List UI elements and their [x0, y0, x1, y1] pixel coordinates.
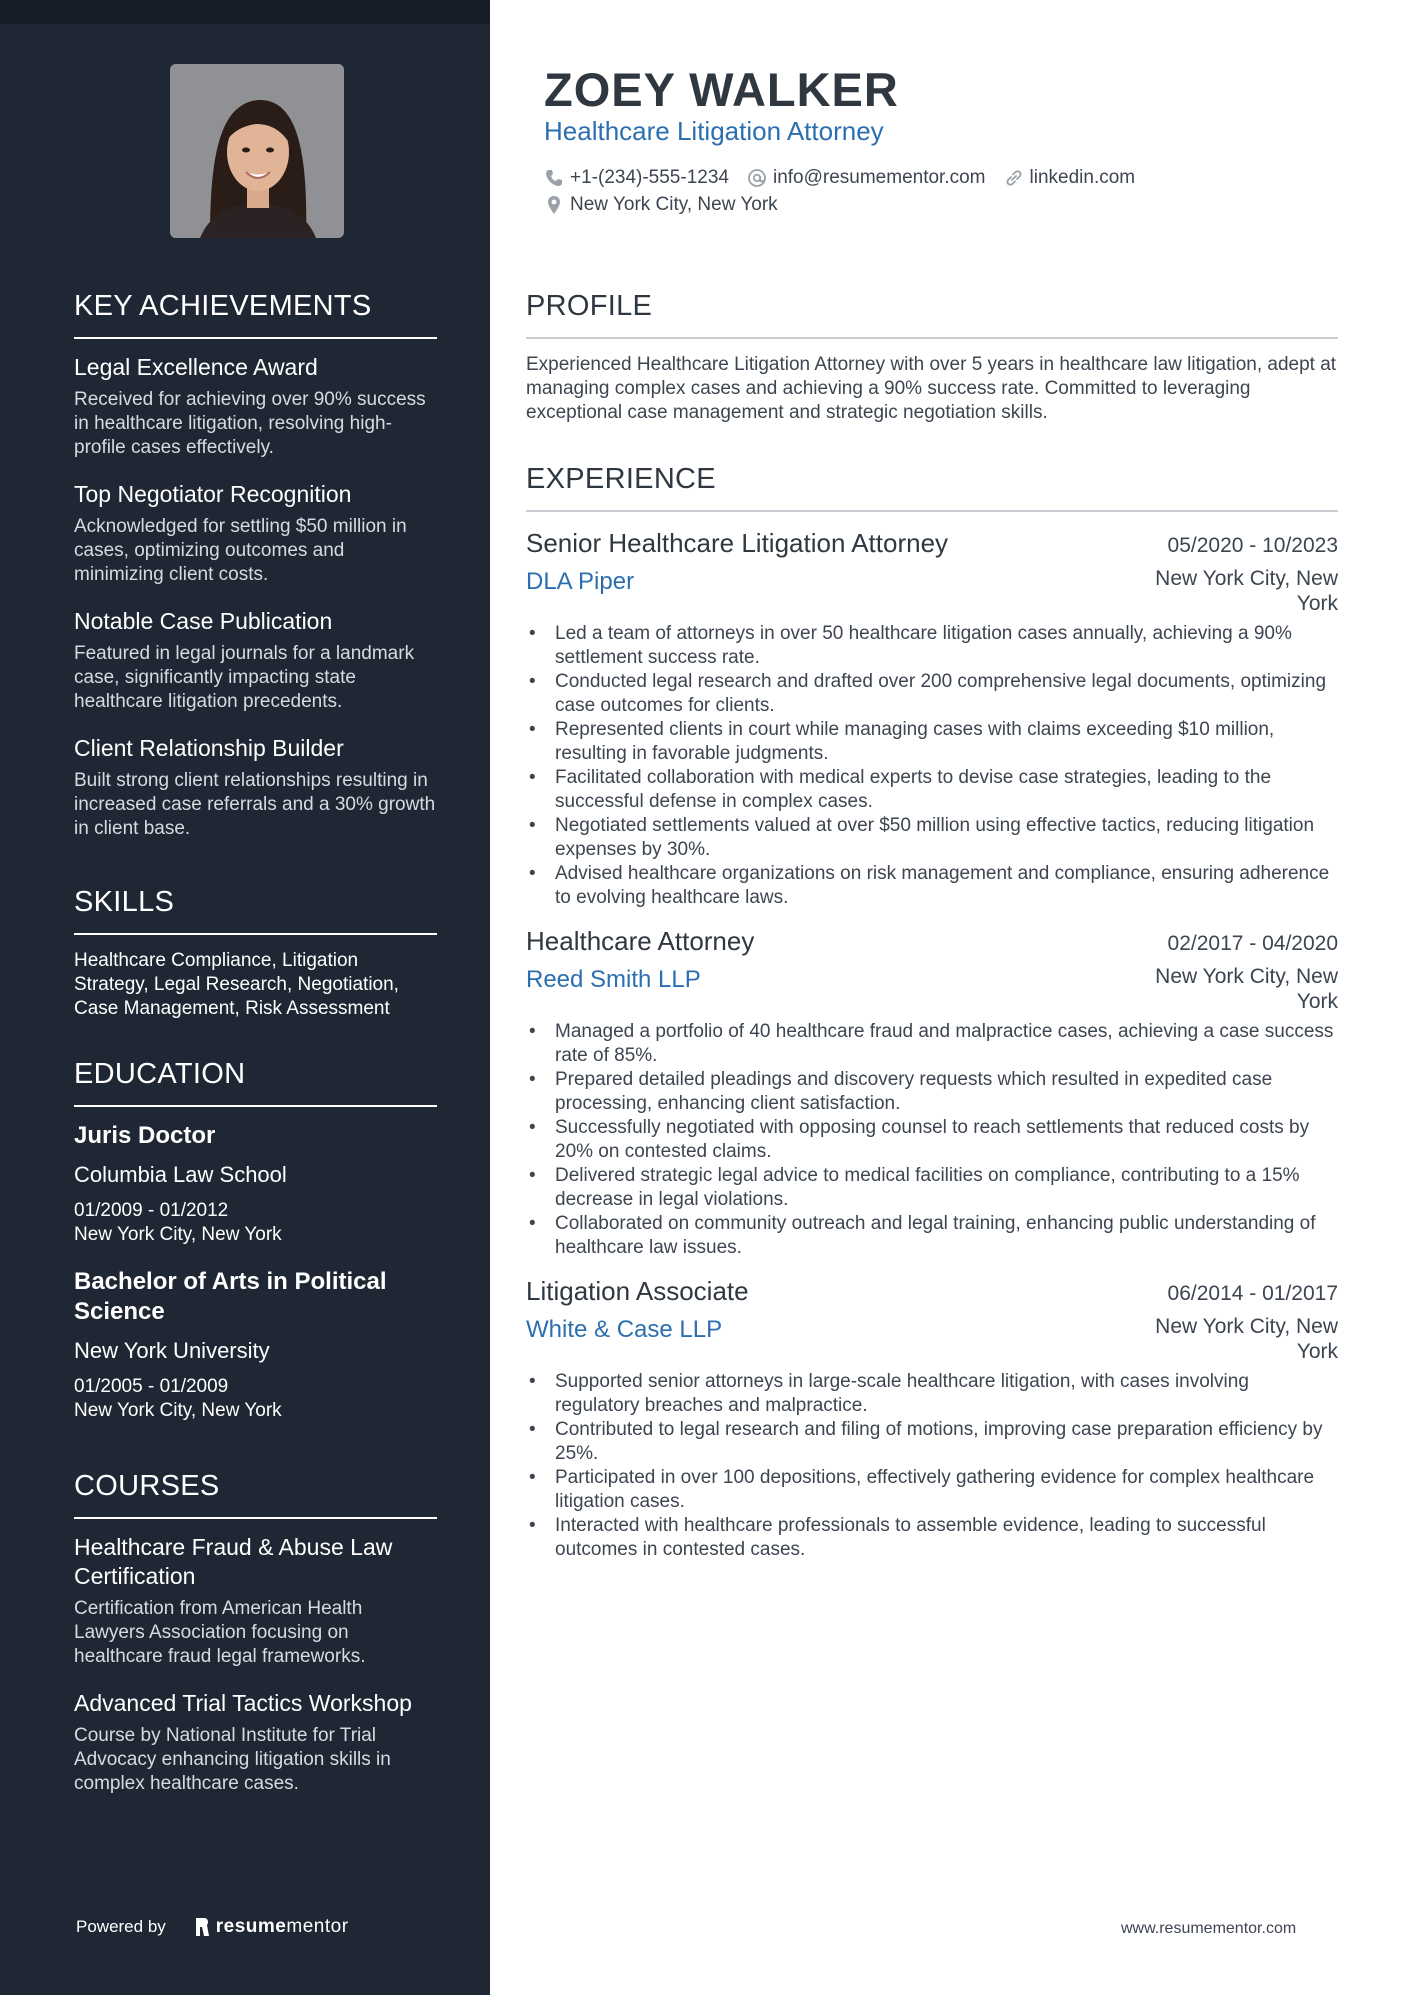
achievement-title: Legal Excellence Award	[74, 354, 318, 380]
resumementor-logo[interactable]	[194, 1916, 349, 1938]
job-bullet: • Participated in over 100 depositions, effectively gathering evidence for complex healthcare litigation cases.	[526, 1466, 1338, 1514]
job-bullet: • Facilitated collaboration with medical experts to devise case strategies, leading to the successful defense in complex cases.	[526, 766, 1338, 814]
job-bullet: • Delivered strategic legal advice to medical facilities on compliance, contributing to a 15% decrease in legal violations.	[526, 1164, 1338, 1212]
achievement-title: Notable Case Publication	[74, 608, 333, 634]
job-bullet: • Managed a portfolio of 40 healthcare fraud and malpractice cases, achieving a case success rate of 85%.	[526, 1020, 1338, 1068]
education-item	[74, 1267, 437, 1423]
contact-location	[544, 194, 778, 216]
course-item	[74, 1533, 437, 1669]
job-bullet: • Negotiated settlements valued at over $50 million using effective tactics, reducing litigation expenses by 30%.	[526, 814, 1338, 862]
brand-mark-icon	[194, 1917, 210, 1937]
job-bullet: • Represented clients in court while managing cases with claims exceeding $10 million, resulting in favorable judgments.	[526, 718, 1338, 766]
job-entry	[526, 924, 1338, 1260]
avatar-image	[170, 64, 344, 238]
experience-heading: EXPERIENCE	[526, 463, 1338, 512]
profile-text: Experienced Healthcare Litigation Attorney with over 5 years in healthcare law litigation, adept at managing complex cases and achieving a 90% success rate. Committed to leveraging exceptional case management and strategic negotiation skills.	[526, 354, 1337, 423]
main-content	[526, 0, 1338, 1995]
achievement-title: Client Relationship Builder	[74, 735, 344, 761]
achievement-desc: Built strong client relationships resulting in increased case referrals and a 30% growth in client base.	[74, 770, 436, 839]
email-text: info@resumementor.com	[772, 166, 986, 188]
contact-phone[interactable]	[544, 167, 729, 189]
course-desc: Course by National Institute for Trial Advocacy enhancing litigation skills in complex healthcare cases.	[74, 1725, 391, 1794]
job-bullets	[526, 1370, 1338, 1562]
phone-text: +1-(234)-555-1234	[570, 166, 729, 188]
sidebar	[0, 0, 490, 1995]
job-bullets	[526, 1020, 1338, 1260]
location-pin-icon	[544, 195, 564, 215]
powered-by-label: Powered by	[76, 1917, 166, 1936]
education-item	[74, 1121, 437, 1247]
education-location: New York City, New York	[74, 1224, 282, 1245]
course-title: Advanced Trial Tactics Workshop	[74, 1690, 412, 1716]
job-location: New York City, New York	[1155, 567, 1338, 615]
profile-section	[526, 290, 1338, 425]
at-icon	[747, 168, 767, 188]
job-bullet: • Prepared detailed pleadings and discovery requests which resulted in expedited case processing, enhancing client satisfaction.	[526, 1068, 1338, 1116]
brand-bold: resume	[215, 1916, 287, 1937]
job-location: New York City, New York	[1155, 965, 1338, 1013]
education-dates: 01/2009 - 01/2012	[74, 1200, 229, 1221]
courses-heading: COURSES	[74, 1470, 437, 1519]
contact-info	[544, 164, 1304, 218]
achievement-item	[74, 480, 437, 587]
job-company: DLA Piper	[526, 568, 635, 595]
linkedin-text: linkedin.com	[1029, 166, 1136, 188]
sidebar-top-bar	[0, 0, 490, 24]
brand-rest: mentor	[286, 1916, 349, 1937]
contact-email[interactable]	[747, 167, 986, 189]
achievement-desc: Featured in legal journals for a landmark case, significantly impacting state healthcare litigation precedents.	[74, 643, 415, 712]
job-bullet: • Interacted with healthcare professionals to assemble evidence, leading to successful outcomes in contested cases.	[526, 1514, 1338, 1562]
job-bullet: • Conducted legal research and drafted over 200 comprehensive legal documents, optimizing case outcomes for clients.	[526, 670, 1338, 718]
location-text: New York City, New York	[570, 193, 778, 215]
achievement-item	[74, 734, 437, 841]
education-degree: Bachelor of Arts in Political Science	[74, 1268, 387, 1325]
job-company: Reed Smith LLP	[526, 966, 701, 993]
job-bullet: • Successfully negotiated with opposing counsel to reach settlements that reduced costs by 20% on contested claims.	[526, 1116, 1338, 1164]
achievement-title: Top Negotiator Recognition	[74, 481, 352, 507]
profile-photo	[170, 64, 344, 238]
job-company: White & Case LLP	[526, 1316, 723, 1343]
achievements-heading: KEY ACHIEVEMENTS	[74, 290, 437, 339]
candidate-title: Healthcare Litigation Attorney	[544, 116, 884, 146]
achievement-item	[74, 607, 437, 714]
contact-linkedin[interactable]	[1004, 167, 1136, 189]
education-location: New York City, New York	[74, 1400, 282, 1421]
link-icon	[1004, 168, 1024, 188]
profile-heading: PROFILE	[526, 290, 1338, 339]
experience-section	[526, 463, 1338, 1576]
powered-by	[76, 1916, 349, 1938]
course-title: Healthcare Fraud & Abuse Law Certification	[74, 1534, 393, 1589]
phone-icon	[544, 168, 564, 188]
skills-section	[74, 886, 437, 1021]
achievement-desc: Acknowledged for settling $50 million in cases, optimizing outcomes and minimizing client costs.	[74, 516, 407, 585]
job-role: Healthcare Attorney	[526, 926, 755, 956]
achievement-desc: Received for achieving over 90% success in healthcare litigation, resolving high-profile cases effectively.	[74, 389, 426, 458]
job-entry	[526, 1274, 1338, 1562]
job-bullet: • Advised healthcare organizations on risk management and compliance, ensuring adherence to evolving healthcare laws.	[526, 862, 1338, 910]
website-link[interactable]: www.resumementor.com	[1121, 1920, 1297, 1937]
achievement-item	[74, 353, 437, 460]
job-bullet: • Supported senior attorneys in large-scale healthcare litigation, with cases involving regulatory breaches and malpractice.	[526, 1370, 1338, 1418]
job-entry	[526, 526, 1338, 910]
skills-heading: SKILLS	[74, 886, 437, 935]
job-bullets	[526, 622, 1338, 910]
job-dates: 05/2020 - 10/2023	[1167, 534, 1338, 557]
job-location: New York City, New York	[1155, 1315, 1338, 1363]
job-bullet: • Led a team of attorneys in over 50 healthcare litigation cases annually, achieving a 90% settlement success rate.	[526, 622, 1338, 670]
education-heading: EDUCATION	[74, 1058, 437, 1107]
skills-list: Healthcare Compliance, Litigation Strategy, Legal Research, Negotiation, Case Management, Risk Assessment	[74, 950, 399, 1019]
job-dates: 06/2014 - 01/2017	[1167, 1282, 1338, 1305]
job-bullet: • Collaborated on community outreach and legal training, enhancing public understanding of healthcare law issues.	[526, 1212, 1338, 1260]
courses-section	[74, 1470, 437, 1816]
education-section	[74, 1058, 437, 1443]
job-bullet: • Contributed to legal research and filing of motions, improving case preparation efficiency by 25%.	[526, 1418, 1338, 1466]
education-degree: Juris Doctor	[74, 1122, 216, 1149]
candidate-name: ZOEY WALKER	[544, 63, 899, 116]
course-desc: Certification from American Health Lawyers Association focusing on healthcare fraud legal frameworks.	[74, 1598, 366, 1667]
job-role: Senior Healthcare Litigation Attorney	[526, 528, 949, 558]
achievements-section	[74, 290, 437, 861]
job-dates: 02/2017 - 04/2020	[1167, 932, 1338, 955]
education-school: New York University	[74, 1338, 270, 1363]
education-school: Columbia Law School	[74, 1162, 287, 1187]
education-dates: 01/2005 - 01/2009	[74, 1376, 229, 1397]
course-item	[74, 1689, 437, 1796]
job-role: Litigation Associate	[526, 1276, 749, 1306]
